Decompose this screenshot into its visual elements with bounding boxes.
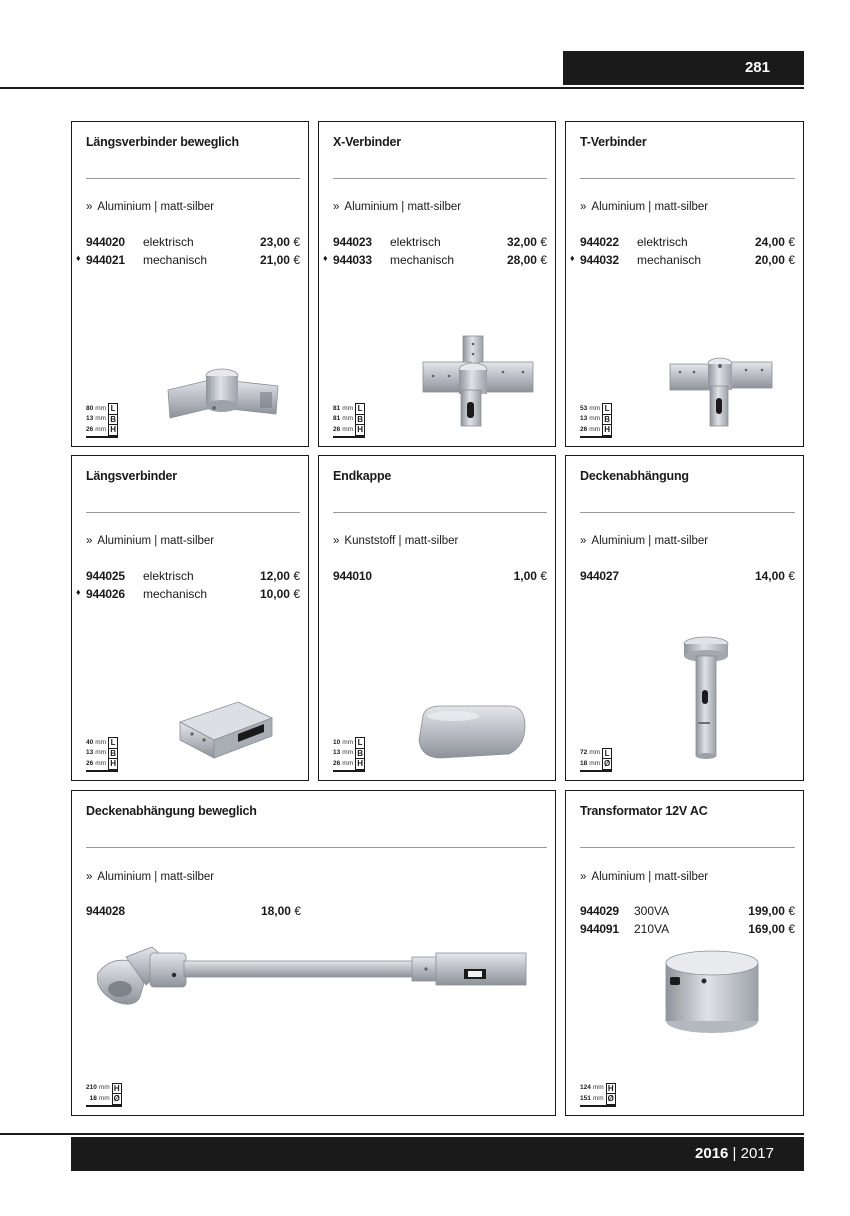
article-desc: mechanisch xyxy=(143,587,208,601)
dimension-row: 13 mm B xyxy=(580,414,612,425)
price-row xyxy=(580,904,795,922)
card-title: Endkappe xyxy=(333,469,392,483)
divider xyxy=(333,178,547,179)
dimension-table xyxy=(333,404,365,439)
dimension-table xyxy=(333,738,365,773)
product-image-end-cap xyxy=(413,702,529,762)
dimension-table xyxy=(580,748,612,772)
catalog-year: 2016 | 2017 xyxy=(695,1145,774,1162)
dimension-table xyxy=(580,404,612,439)
diamond-marker-icon: ♦ xyxy=(323,253,328,263)
footer-bar xyxy=(71,1137,804,1171)
dimension-table xyxy=(86,738,118,773)
product-card-endkappe xyxy=(318,455,556,781)
product-card-x-verbinder xyxy=(318,121,556,447)
dimension-row: 124 mm H xyxy=(580,1083,616,1094)
article-desc: 210VA xyxy=(634,922,670,936)
dimension-row: 26 mm H xyxy=(86,425,118,436)
dimension-row: 26 mm H xyxy=(333,425,365,436)
article-price: 14,00 € xyxy=(754,569,795,583)
article-desc: elektrisch xyxy=(637,235,688,249)
dimension-row: 210 mm H xyxy=(86,1083,122,1094)
dimension-row: 26 mm H xyxy=(86,759,118,770)
dimension-row: 18 mm Ø xyxy=(580,759,611,768)
price-row xyxy=(86,904,301,922)
dimension-row: 26 mm H xyxy=(580,425,612,436)
divider xyxy=(580,178,795,179)
dimension-row: 81 mm L xyxy=(333,404,365,415)
card-title: X-Verbinder xyxy=(333,135,401,149)
product-image-ceiling-suspension xyxy=(676,634,736,762)
product-image-hinge-connector xyxy=(164,362,284,428)
card-material: » Aluminium | matt-silber xyxy=(86,535,215,547)
dimension-row: 80 mm L xyxy=(86,404,118,415)
divider xyxy=(580,847,795,848)
dimension-table xyxy=(580,1083,616,1107)
article-code: 944026 xyxy=(86,587,125,601)
product-image-transformer xyxy=(662,947,762,1037)
article-price: 28,00 € xyxy=(506,253,547,267)
article-desc: 300VA xyxy=(634,904,670,918)
card-title: Deckenabhängung xyxy=(580,469,689,483)
price-list xyxy=(333,569,547,587)
article-price: 24,00 € xyxy=(754,235,795,249)
dimension-row: 18 mm Ø xyxy=(89,1094,120,1103)
card-title: T-Verbinder xyxy=(580,135,647,149)
dimension-row: 53 mm L xyxy=(580,404,612,415)
divider xyxy=(86,512,300,513)
product-image-x-connector xyxy=(419,332,539,432)
price-row xyxy=(333,569,547,587)
product-image-pendant-rod xyxy=(90,937,530,1013)
card-material: » Aluminium | matt-silber xyxy=(580,201,709,213)
page-number-bar xyxy=(563,51,804,85)
price-list xyxy=(76,235,300,271)
page-number: 281 xyxy=(744,59,770,76)
article-code: 944032 xyxy=(580,253,619,267)
divider xyxy=(86,847,547,848)
article-code: 944010 xyxy=(333,569,372,583)
card-material: » Aluminium | matt-silber xyxy=(86,871,215,883)
article-price: 21,00 € xyxy=(259,253,300,267)
card-title: Längsverbinder xyxy=(86,469,177,483)
price-row xyxy=(76,587,300,605)
dimension-table xyxy=(86,404,118,439)
article-price: 169,00 € xyxy=(748,922,795,936)
article-price: 1,00 € xyxy=(513,569,547,583)
article-code: 944025 xyxy=(86,569,125,583)
divider xyxy=(86,178,300,179)
article-desc: mechanisch xyxy=(390,253,455,267)
article-desc: elektrisch xyxy=(143,569,194,583)
article-desc: elektrisch xyxy=(390,235,441,249)
article-code: 944022 xyxy=(580,235,619,249)
article-code: 944021 xyxy=(86,253,125,267)
price-row xyxy=(570,253,795,271)
card-title: Längsverbinder beweglich xyxy=(86,135,239,149)
product-card-transformator xyxy=(565,790,804,1116)
card-material: » Aluminium | matt-silber xyxy=(580,871,709,883)
article-price: 199,00 € xyxy=(748,904,795,918)
product-image-straight-connector xyxy=(176,698,276,762)
price-row xyxy=(86,569,300,587)
article-price: 12,00 € xyxy=(259,569,300,583)
divider xyxy=(580,512,795,513)
price-list xyxy=(580,569,795,587)
article-code: 944020 xyxy=(86,235,125,249)
product-card-t-verbinder xyxy=(565,121,804,447)
article-code: 944023 xyxy=(333,235,372,249)
article-code: 944033 xyxy=(333,253,372,267)
price-row xyxy=(323,253,547,271)
article-price: 32,00 € xyxy=(506,235,547,249)
product-card-deckenabhaengung xyxy=(565,455,804,781)
price-row xyxy=(333,235,547,253)
card-material: » Aluminium | matt-silber xyxy=(333,201,462,213)
dimension-row: 72 mm L xyxy=(580,748,612,759)
article-code: 944027 xyxy=(580,569,619,583)
product-card-laengsverbinder xyxy=(71,455,309,781)
article-price: 10,00 € xyxy=(259,587,300,601)
product-card-laengsverbinder-beweglich xyxy=(71,121,309,447)
card-material: » Aluminium | matt-silber xyxy=(580,535,709,547)
price-list xyxy=(86,904,301,922)
article-desc: elektrisch xyxy=(143,235,194,249)
article-code: 944028 xyxy=(86,904,125,918)
footer-rule xyxy=(0,1133,804,1135)
article-code: 944091 xyxy=(580,922,619,936)
price-list xyxy=(76,569,300,605)
dimension-row: 151 mm Ø xyxy=(580,1094,614,1103)
diamond-marker-icon: ♦ xyxy=(570,253,575,263)
card-title: Deckenabhängung beweglich xyxy=(86,804,257,818)
dimension-table xyxy=(86,1083,122,1107)
article-price: 18,00 € xyxy=(260,904,301,918)
diamond-marker-icon: ♦ xyxy=(76,587,81,597)
dimension-row: 10 mm L xyxy=(333,738,365,749)
price-list xyxy=(580,904,795,940)
article-price: 20,00 € xyxy=(754,253,795,267)
card-title: Transformator 12V AC xyxy=(580,804,708,818)
article-price: 23,00 € xyxy=(259,235,300,249)
dimension-row: 13 mm B xyxy=(86,748,118,759)
article-desc: mechanisch xyxy=(143,253,208,267)
dimension-row: 13 mm B xyxy=(86,414,118,425)
divider xyxy=(333,512,547,513)
article-desc: mechanisch xyxy=(637,253,702,267)
top-rule xyxy=(0,87,804,89)
product-card-deckenabhaengung-beweglich xyxy=(71,790,556,1116)
diamond-marker-icon: ♦ xyxy=(76,253,81,263)
price-list xyxy=(570,235,795,271)
price-row xyxy=(86,235,300,253)
dimension-row: 26 mm H xyxy=(333,759,365,770)
dimension-row: 13 mm B xyxy=(333,748,365,759)
price-row xyxy=(580,922,795,940)
price-list xyxy=(323,235,547,271)
price-row xyxy=(76,253,300,271)
dimension-row: 40 mm L xyxy=(86,738,118,749)
card-material: » Kunststoff | matt-silber xyxy=(333,535,459,547)
dimension-row: 81 mm B xyxy=(333,414,365,425)
card-material: » Aluminium | matt-silber xyxy=(86,201,215,213)
product-image-t-connector xyxy=(666,352,776,432)
price-row xyxy=(580,569,795,587)
price-row xyxy=(580,235,795,253)
article-code: 944029 xyxy=(580,904,619,918)
